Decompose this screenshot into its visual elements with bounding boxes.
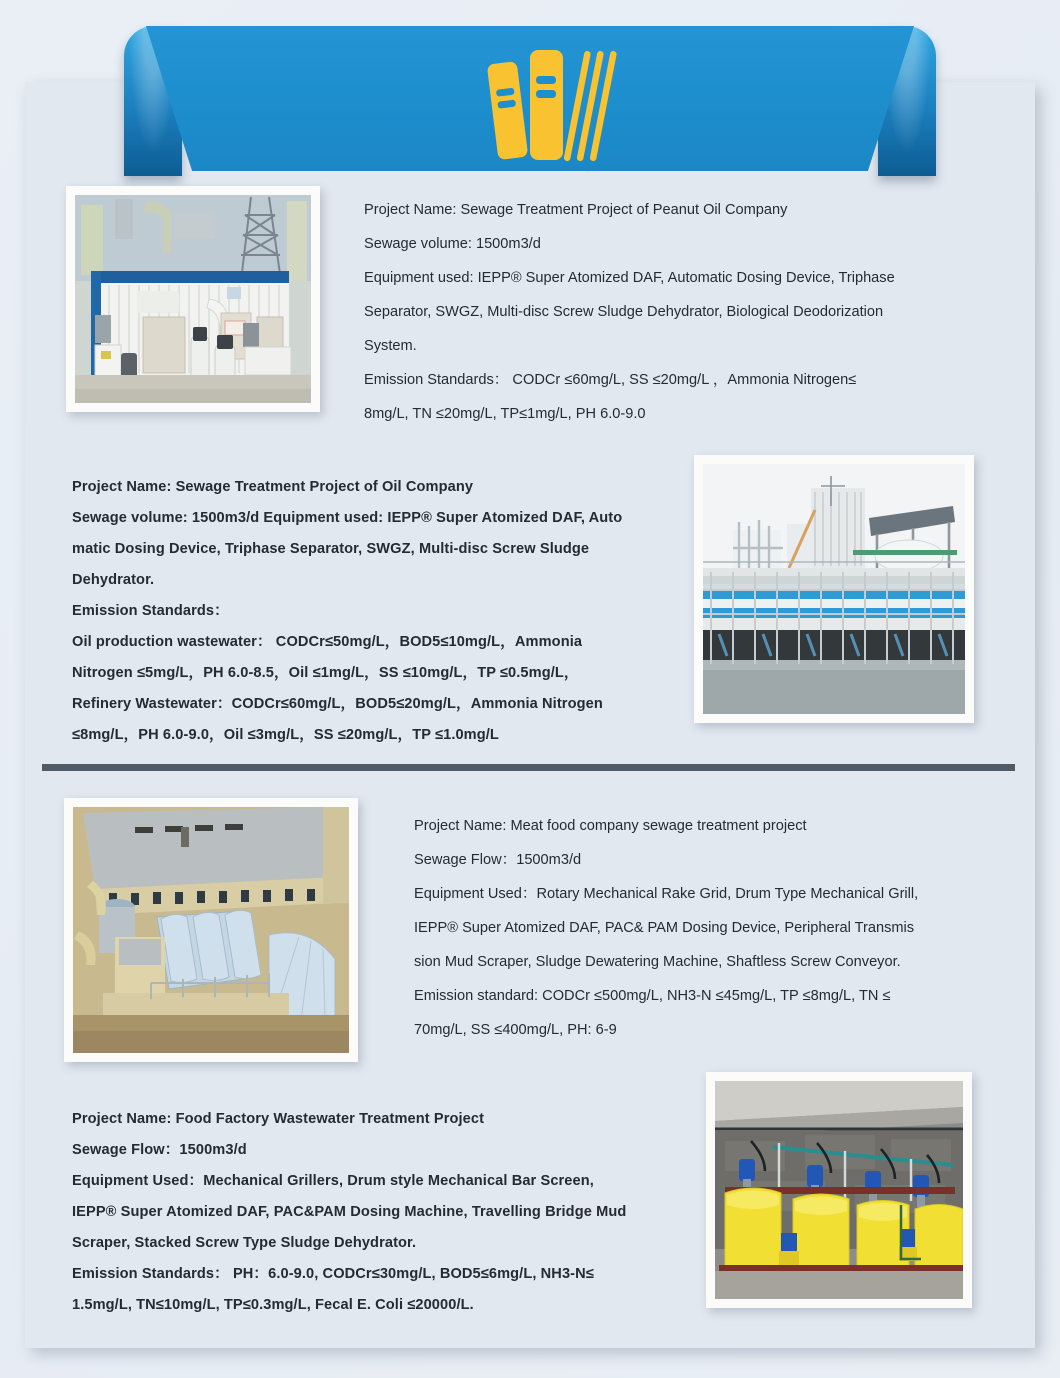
books-icon bbox=[470, 44, 630, 166]
project-line: Nitrogen ≤5mg/L，PH 6.0-8.5，Oil ≤1mg/L，SS ≤10mg/L，TP ≤0.5mg/L， bbox=[72, 665, 579, 681]
project-line: Project Name: Meat food company sewage treatment project bbox=[414, 818, 807, 834]
project-line: 1.5mg/L, TN≤10mg/L, TP≤0.3mg/L, Fecal E. Coli ≤20000/L. bbox=[72, 1297, 474, 1313]
project-line: Sewage Flow：1500m3/d bbox=[72, 1142, 247, 1158]
photo-covered-tanks-aerial bbox=[64, 798, 358, 1062]
project-line: ≤8mg/L，PH 6.0-9.0，Oil ≤3mg/L，SS ≤20mg/L，TP ≤1.0mg/L bbox=[72, 727, 499, 743]
project-text-peanut-oil-company bbox=[364, 193, 992, 431]
project-line: Project Name: Food Factory Wastewater Treatment Project bbox=[72, 1111, 485, 1127]
project-line: Sewage Flow：1500m3/d bbox=[414, 852, 582, 868]
project-line: Equipment used: IEPP® Super Atomized DAF, Automatic Dosing Device, Triphase bbox=[364, 270, 895, 286]
project-line: Emission Standards： PH：6.0-9.0, CODCr≤30mg/L, BOD5≤6mg/L, NH3-N≤ bbox=[72, 1266, 594, 1282]
project-line: 8mg/L, TN ≤20mg/L, TP≤1mg/L, PH 6.0-9.0 bbox=[364, 406, 646, 422]
project-line: System. bbox=[364, 338, 417, 354]
project-line: Project Name: Sewage Treatment Project of Peanut Oil Company bbox=[364, 202, 788, 218]
project-line: sion Mud Scraper, Sludge Dewatering Machine, Shaftless Screw Conveyor. bbox=[414, 954, 901, 970]
project-line: Equipment Used：Mechanical Grillers, Drum style Mechanical Bar Screen, bbox=[72, 1173, 594, 1189]
project-line: Emission Standards： bbox=[72, 603, 229, 619]
project-line: matic Dosing Device, Triphase Separator, SWGZ, Multi-disc Screw Sludge bbox=[72, 541, 590, 557]
photo-sewage-treatment-container-plant bbox=[66, 186, 320, 412]
project-text-oil-company bbox=[72, 472, 684, 751]
project-line: Refinery Wastewater：CODCr≤60mg/L，BOD5≤20mg/L，Ammonia Nitrogen bbox=[72, 696, 603, 712]
project-line: Equipment Used：Rotary Mechanical Rake Grid, Drum Type Mechanical Grill, bbox=[414, 886, 919, 902]
project-line: IEPP® Super Atomized DAF, PAC& PAM Dosing Device, Peripheral Transmis bbox=[414, 920, 915, 936]
project-line: Emission standard: CODCr ≤500mg/L, NH3-N ≤45mg/L, TP ≤8mg/L, TN ≤ bbox=[414, 988, 891, 1004]
project-line: 70mg/L, SS ≤400mg/L, PH: 6-9 bbox=[414, 1022, 617, 1038]
project-line: Scraper, Stacked Screw Type Sludge Dehydrator. bbox=[72, 1235, 417, 1251]
project-line: Sewage volume: 1500m3/d bbox=[364, 236, 541, 252]
ribbon-header bbox=[0, 0, 1060, 190]
section-divider bbox=[42, 764, 1015, 771]
project-text-meat-food-company bbox=[414, 809, 1014, 1047]
project-line: Sewage volume: 1500m3/d Equipment used: IEPP® Super Atomized DAF, Auto bbox=[72, 510, 623, 526]
photo-aeration-basin-overview bbox=[694, 455, 974, 723]
project-line: Oil production wastewater： CODCr≤50mg/L，BOD5≤10mg/L，Ammonia bbox=[72, 634, 583, 650]
project-line: Dehydrator. bbox=[72, 572, 155, 588]
project-line: Project Name: Sewage Treatment Project of Oil Company bbox=[72, 479, 474, 495]
photo-yellow-dosing-tanks bbox=[706, 1072, 972, 1308]
project-text-food-factory bbox=[72, 1104, 684, 1321]
project-line: Emission Standards： CODCr ≤60mg/L, SS ≤20mg/L ，Ammonia Nitrogen≤ bbox=[364, 372, 857, 388]
project-line: Separator, SWGZ, Multi-disc Screw Sludge Dehydrator, Biological Deodorization bbox=[364, 304, 884, 320]
project-line: IEPP® Super Atomized DAF, PAC&PAM Dosing Machine, Travelling Bridge Mud bbox=[72, 1204, 627, 1220]
